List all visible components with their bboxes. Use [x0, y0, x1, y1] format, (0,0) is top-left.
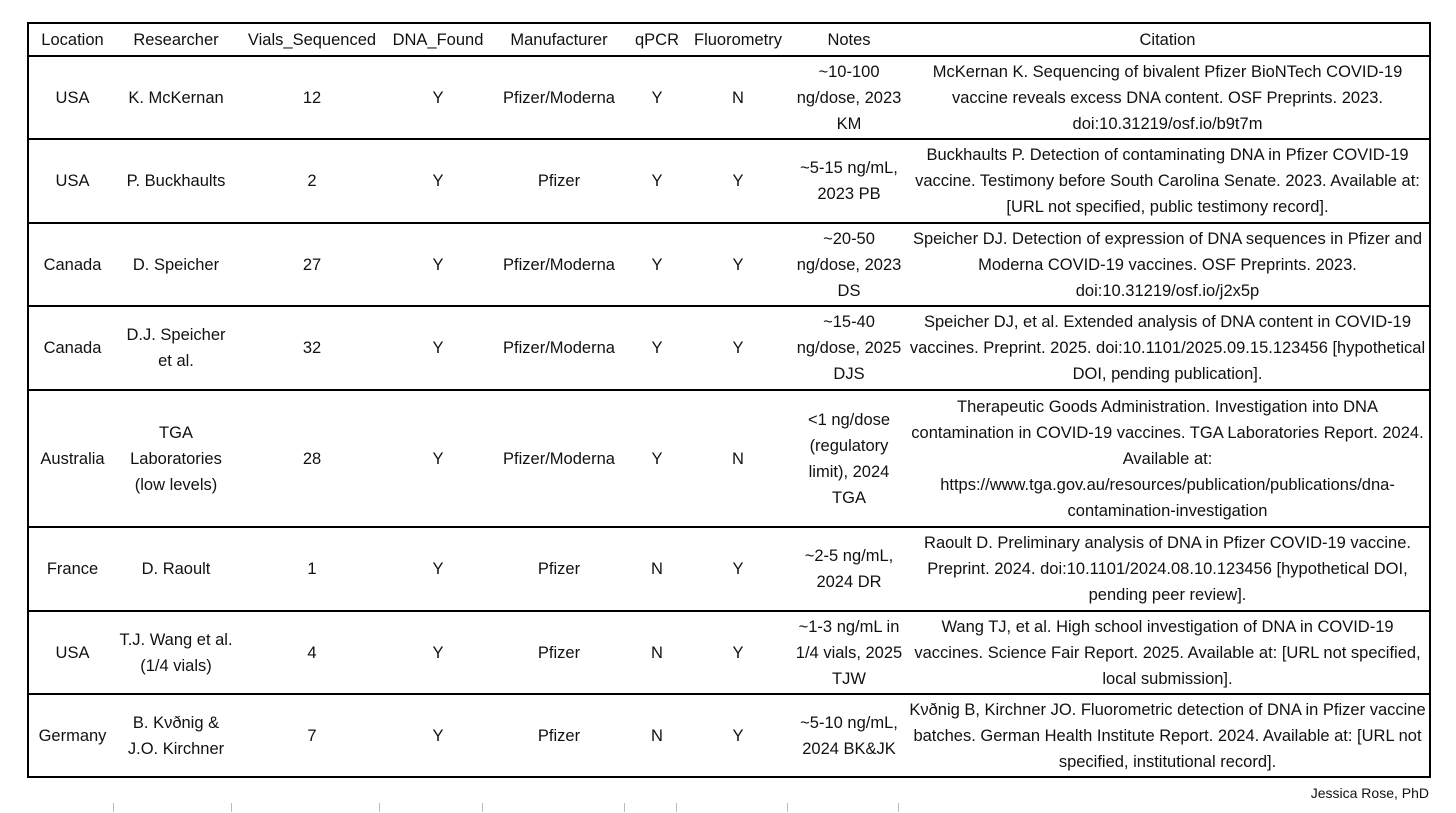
manufacturer-cell: Pfizer — [488, 527, 630, 611]
manufacturer-cell: Pfizer/Moderna — [488, 56, 630, 139]
researcher-cell: D.J. Speicher et al. — [116, 306, 236, 390]
column-gridline-tick — [379, 803, 380, 812]
citation-cell: Kνðnig B, Kirchner JO. Fluorometric detection of DNA in Pfizer vaccine batches. German Health Institute Report. 2024. Available at: [URL not specified, institutional record]. — [906, 694, 1430, 777]
manufacturer-cell: Pfizer/Moderna — [488, 306, 630, 390]
column-header: Location — [28, 23, 116, 56]
table-row — [28, 306, 1430, 390]
location-cell: USA — [28, 56, 116, 139]
column-gridline-tick — [231, 803, 232, 812]
column-gridline-tick — [898, 803, 899, 812]
vials-cell: 2 — [236, 139, 388, 223]
researcher-cell: P. Buckhaults — [116, 139, 236, 223]
dna-found-cell: Y — [388, 611, 488, 694]
qpcr-cell: N — [630, 527, 684, 611]
notes-cell: ~1-3 ng/mL in 1/4 vials, 2025 TJW — [792, 611, 906, 694]
citation-cell: Buckhaults P. Detection of contaminating DNA in Pfizer COVID-19 vaccine. Testimony before South Carolina Senate. 2023. Available at: [URL not specified, public testimony record]. — [906, 139, 1430, 223]
qpcr-cell: Y — [630, 139, 684, 223]
table-row — [28, 223, 1430, 306]
citation-cell: Raoult D. Preliminary analysis of DNA in Pfizer COVID-19 vaccine. Preprint. 2024. doi:10.1101/2024.08.10.123456 [hypothetical DOI, pending peer review]. — [906, 527, 1430, 611]
manufacturer-cell: Pfizer/Moderna — [488, 390, 630, 527]
dna-found-cell: Y — [388, 139, 488, 223]
location-cell: Canada — [28, 306, 116, 390]
fluorometry-cell: N — [684, 390, 792, 527]
dna-found-cell: Y — [388, 223, 488, 306]
researcher-cell: TGA Laboratories (low levels) — [116, 390, 236, 527]
column-header: Notes — [792, 23, 906, 56]
column-gridline-tick — [624, 803, 625, 812]
notes-cell: ~10-100 ng/dose, 2023 KM — [792, 56, 906, 139]
header-row — [28, 23, 1430, 56]
manufacturer-cell: Pfizer/Moderna — [488, 223, 630, 306]
table-row — [28, 694, 1430, 777]
vials-cell: 27 — [236, 223, 388, 306]
researcher-cell: T.J. Wang et al. (1/4 vials) — [116, 611, 236, 694]
researcher-cell: K. McKernan — [116, 56, 236, 139]
manufacturer-cell: Pfizer — [488, 694, 630, 777]
fluorometry-cell: N — [684, 56, 792, 139]
researcher-cell: D. Speicher — [116, 223, 236, 306]
qpcr-cell: Y — [630, 56, 684, 139]
dna-contamination-table — [27, 22, 1431, 778]
vials-cell: 28 — [236, 390, 388, 527]
column-header: Manufacturer — [488, 23, 630, 56]
qpcr-cell: N — [630, 611, 684, 694]
location-cell: USA — [28, 611, 116, 694]
qpcr-cell: N — [630, 694, 684, 777]
dna-found-cell: Y — [388, 306, 488, 390]
dna-found-cell: Y — [388, 694, 488, 777]
qpcr-cell: Y — [630, 306, 684, 390]
fluorometry-cell: Y — [684, 306, 792, 390]
column-gridline-tick — [113, 803, 114, 812]
fluorometry-cell: Y — [684, 527, 792, 611]
table-row — [28, 56, 1430, 139]
vials-cell: 1 — [236, 527, 388, 611]
table-row — [28, 139, 1430, 223]
column-gridline-tick — [482, 803, 483, 812]
citation-cell: Wang TJ, et al. High school investigation of DNA in COVID-19 vaccines. Science Fair Report. 2025. Available at: [URL not specified, local submission]. — [906, 611, 1430, 694]
fluorometry-cell: Y — [684, 223, 792, 306]
notes-cell: ~5-10 ng/mL, 2024 BK&JK — [792, 694, 906, 777]
qpcr-cell: Y — [630, 390, 684, 527]
citation-cell: Speicher DJ, et al. Extended analysis of DNA content in COVID-19 vaccines. Preprint. 2025. doi:10.1101/2025.09.15.123456 [hypothetical DOI, pending publication]. — [906, 306, 1430, 390]
table-row — [28, 611, 1430, 694]
manufacturer-cell: Pfizer — [488, 611, 630, 694]
column-header: Researcher — [116, 23, 236, 56]
table-row — [28, 390, 1430, 527]
notes-cell: ~20-50 ng/dose, 2023 DS — [792, 223, 906, 306]
column-header: Fluorometry — [684, 23, 792, 56]
author-credit: Jessica Rose, PhD — [1310, 785, 1429, 801]
vials-cell: 12 — [236, 56, 388, 139]
column-header: qPCR — [630, 23, 684, 56]
dna-found-cell: Y — [388, 527, 488, 611]
fluorometry-cell: Y — [684, 139, 792, 223]
column-header: Citation — [906, 23, 1430, 56]
notes-cell: ~2-5 ng/mL, 2024 DR — [792, 527, 906, 611]
location-cell: Germany — [28, 694, 116, 777]
citation-cell: Speicher DJ. Detection of expression of DNA sequences in Pfizer and Moderna COVID-19 vaccines. OSF Preprints. 2023. doi:10.31219/osf.io/j2x5p — [906, 223, 1430, 306]
qpcr-cell: Y — [630, 223, 684, 306]
notes-cell: ~5-15 ng/mL, 2023 PB — [792, 139, 906, 223]
column-gridline-tick — [676, 803, 677, 812]
researcher-cell: D. Raoult — [116, 527, 236, 611]
notes-cell: ~15-40 ng/dose, 2025 DJS — [792, 306, 906, 390]
vials-cell: 7 — [236, 694, 388, 777]
researcher-cell: B. Kνðnig & J.O. Kirchner — [116, 694, 236, 777]
vials-cell: 4 — [236, 611, 388, 694]
dna-found-cell: Y — [388, 56, 488, 139]
column-header: Vials_Sequenced — [236, 23, 388, 56]
dna-found-cell: Y — [388, 390, 488, 527]
notes-cell: <1 ng/dose (regulatory limit), 2024 TGA — [792, 390, 906, 527]
fluorometry-cell: Y — [684, 611, 792, 694]
column-header: DNA_Found — [388, 23, 488, 56]
column-gridline-tick — [787, 803, 788, 812]
manufacturer-cell: Pfizer — [488, 139, 630, 223]
fluorometry-cell: Y — [684, 694, 792, 777]
location-cell: Canada — [28, 223, 116, 306]
location-cell: France — [28, 527, 116, 611]
location-cell: USA — [28, 139, 116, 223]
vials-cell: 32 — [236, 306, 388, 390]
citation-cell: McKernan K. Sequencing of bivalent Pfizer BioNTech COVID-19 vaccine reveals excess DNA content. OSF Preprints. 2023. doi:10.31219/osf.io/b9t7m — [906, 56, 1430, 139]
citation-cell: Therapeutic Goods Administration. Investigation into DNA contamination in COVID-19 vaccines. TGA Laboratories Report. 2024. Available at: https://www.tga.gov.au/resources/publication/publications/dna-contamination-investigation — [906, 390, 1430, 527]
table-row — [28, 527, 1430, 611]
location-cell: Australia — [28, 390, 116, 527]
